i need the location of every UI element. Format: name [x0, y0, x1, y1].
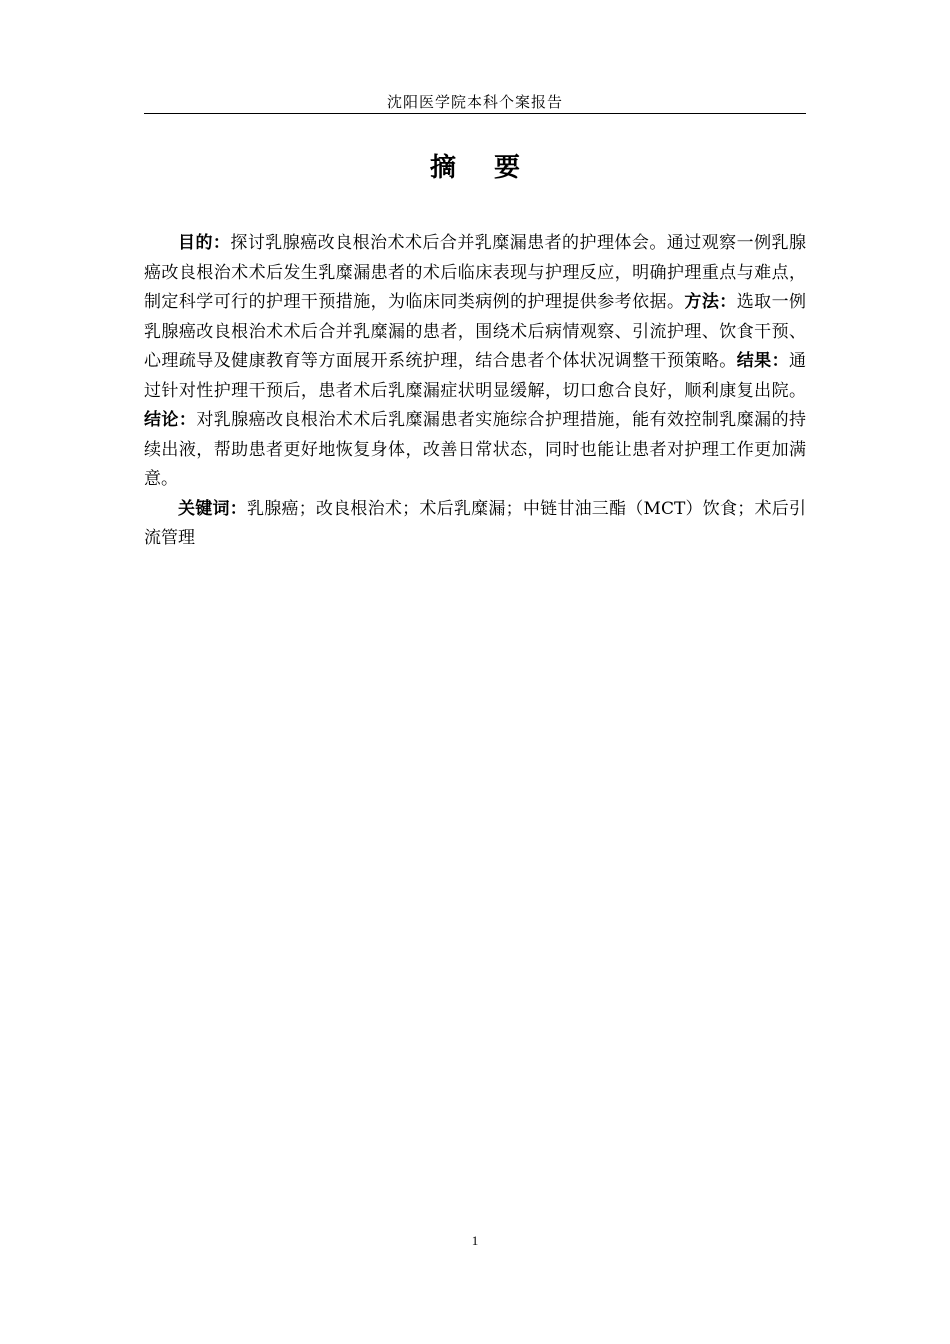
purpose-text: 探讨乳腺癌改良根治术术后合并乳糜漏患者的护理体会。通过观察一例乳腺癌改良根治术术后发生乳糜漏患者的术后临床表现与护理反应，明确护理重点与难点，制定科学可行的护理干预措施，为临床同类病例的护理提供参考依据。: [144, 233, 807, 312]
abstract-paragraph: [144, 229, 806, 495]
purpose-label: 目的：: [178, 233, 231, 253]
abstract-title-left: 摘: [429, 153, 456, 183]
conclusion-text: 对乳腺癌改良根治术术后乳糜漏患者实施综合护理措施，能有效控制乳糜漏的持续出液，帮助患者更好地恢复身体，改善日常状态，同时也能让患者对护理工作更加满意。: [144, 410, 807, 489]
page-header: 沈阳医学院本科个案报告: [386, 93, 563, 111]
result-label: 结果：: [736, 351, 790, 371]
keywords-label: 关键词：: [178, 498, 247, 519]
conclusion-label: 结论：: [144, 410, 197, 430]
header-divider: [144, 113, 806, 114]
keywords-text: 乳腺癌；改良根治术；术后乳糜漏；中链甘油三酯（MCT）饮食；术后引流管理: [144, 498, 806, 548]
page-number: 1: [471, 1233, 479, 1248]
abstract-body: [144, 229, 806, 554]
abstract-title-right: 要: [494, 153, 521, 183]
result-text: 通过针对性护理干预后，患者术后乳糜漏症状明显缓解，切口愈合良好，顺利康复出院。: [144, 351, 807, 401]
method-label: 方法：: [684, 292, 737, 312]
abstract-title: [144, 150, 806, 186]
keywords-paragraph: [144, 495, 806, 554]
method-text: 选取一例乳腺癌改良根治术术后合并乳糜漏的患者，围绕术后病情观察、引流护理、饮食干预、心理疏导及健康教育等方面展开系统护理，结合患者个体状况调整干预策略。: [144, 292, 807, 371]
